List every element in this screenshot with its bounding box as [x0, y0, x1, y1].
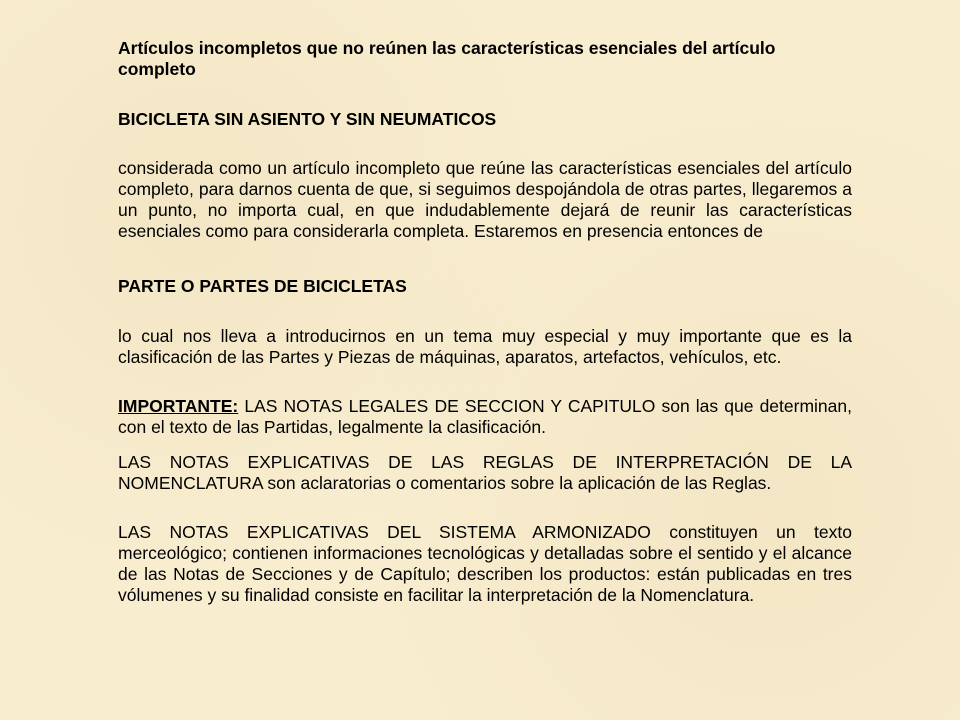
heading-partes: PARTE O PARTES DE BICICLETAS — [118, 276, 407, 296]
paragraph-notas-sistema: LAS NOTAS EXPLICATIVAS DEL SISTEMA ARMONIZADO constituyen un texto merceológico; contienen informaciones tecnológicas y detalladas sobre el sentido y el alcance de las Notas de Secciones y de Capítulo; describen los productos: están publicadas en tres vólumenes y su finalidad consiste en facilitar la interpretación de la Nomenclatura. — [118, 522, 852, 605]
important-text: LAS NOTAS LEGALES DE SECCION Y CAPITULO son las que determinan, con el texto de las Partidas, legalmente la clasificación. — [118, 396, 852, 437]
heading-bicicleta: BICICLETA SIN ASIENTO Y SIN NEUMATICOS — [118, 109, 497, 129]
paragraph-notas-reglas: LAS NOTAS EXPLICATIVAS DE LAS REGLAS DE INTERPRETACIÓN DE LA NOMENCLATURA son aclaratorias o comentarios sobre la aplicación de las Reglas. — [118, 452, 852, 493]
paragraph-incompleto: considerada como un artículo incompleto que reúne las características esenciales del artículo completo, para darnos cuenta de que, si seguimos despojándola de otras partes, llegaremos a un punto, no importa cual, en que indudablemente dejará de reunir las características esenciales como para considerarla completa. Estaremos en presencia entonces de — [118, 158, 852, 241]
paragraph-importante — [118, 396, 852, 438]
paragraph-partes-piezas: lo cual nos lleva a introducirnos en un tema muy especial y muy importante que es la clasificación de las Partes y Piezas de máquinas, aparatos, artefactos, vehículos, etc. — [118, 326, 852, 367]
slide-title: Artículos incompletos que no reúnen las características esenciales del artículo completo — [118, 38, 776, 79]
slide-content — [118, 38, 852, 606]
important-label: IMPORTANTE: — [118, 396, 239, 416]
